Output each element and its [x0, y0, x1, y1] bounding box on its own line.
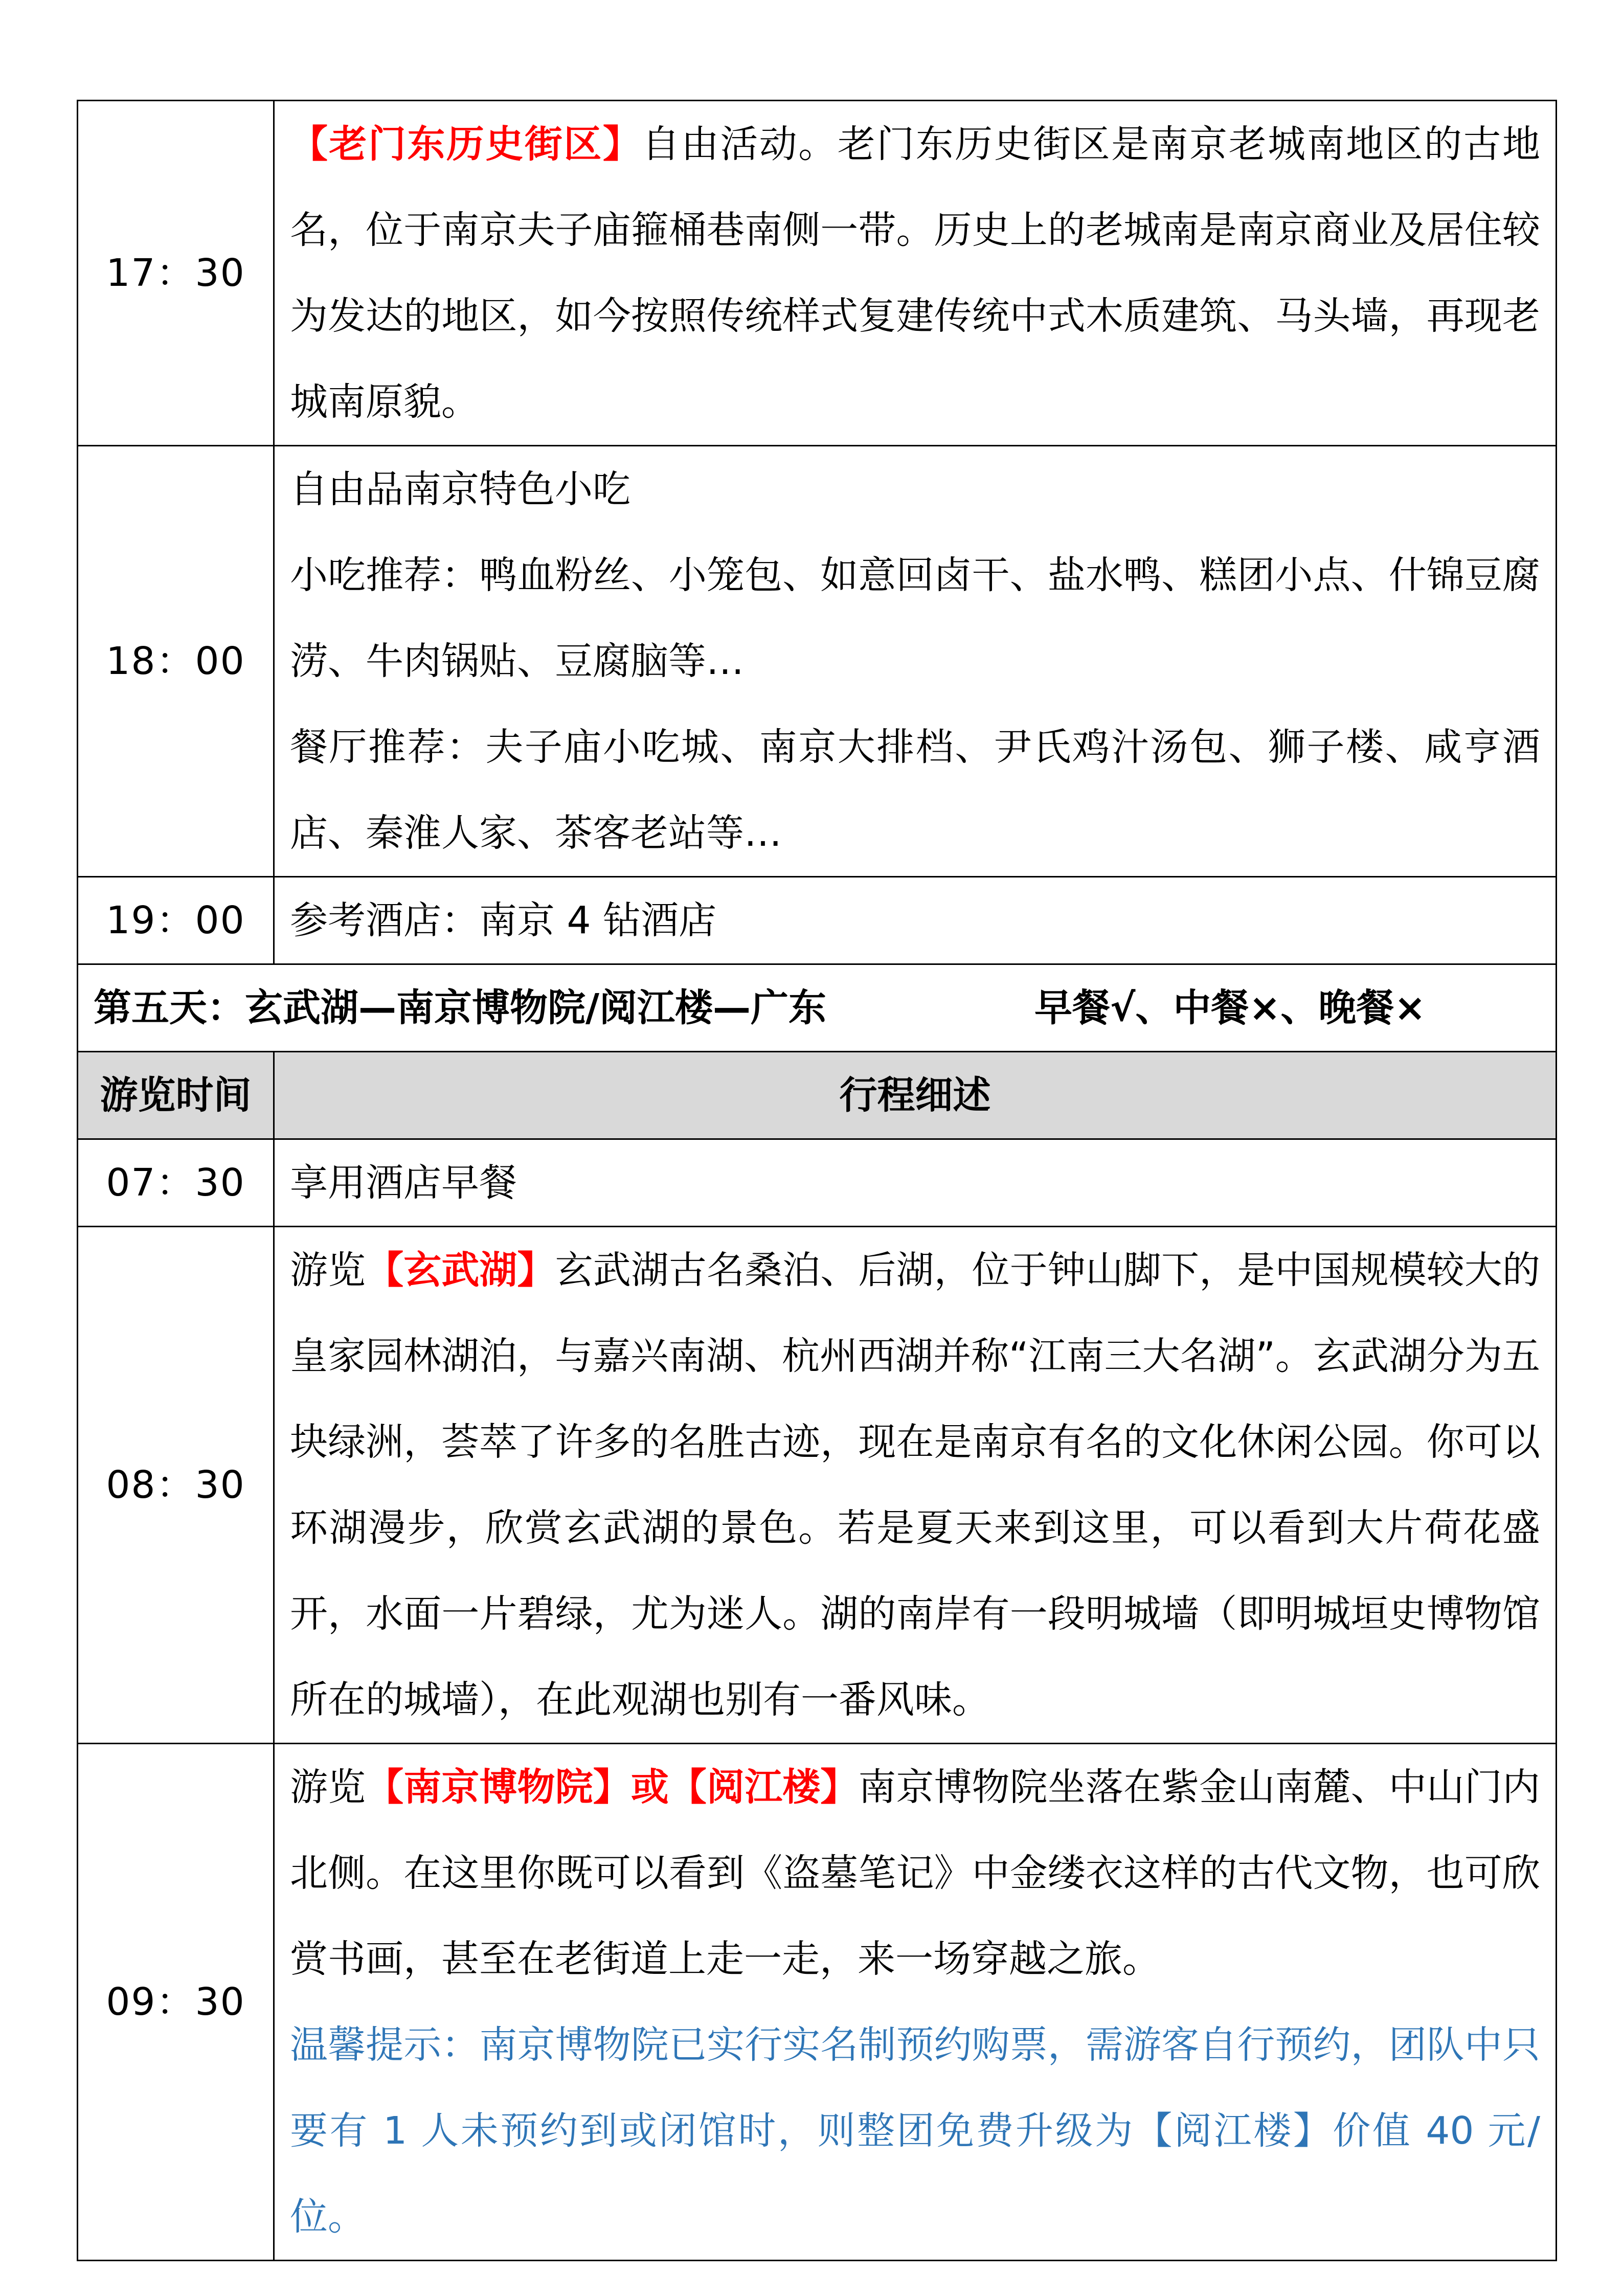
header-time: 游览时间: [78, 1052, 274, 1139]
description-prefix: 游览: [290, 1248, 366, 1292]
time-cell: 17：30: [78, 101, 274, 446]
description-cell: 享用酒店早餐: [274, 1139, 1557, 1227]
hotel-reference: 参考酒店：南京 4 钻酒店: [274, 877, 1557, 964]
header-details: 行程细述: [274, 1052, 1557, 1139]
time-cell: 07：30: [78, 1139, 274, 1227]
description-cell: [274, 1227, 1557, 1744]
snack-recommendations: 小吃推荐：鸭血粉丝、小笼包、如意回卤干、盐水鸭、糕团小点、什锦豆腐涝、牛肉锅贴、豆腐脑等…: [290, 553, 1540, 683]
description-cell: [274, 101, 1557, 446]
description-text: 自由活动。老门东历史街区是南京老城南地区的古地名，位于南京夫子庙箍桶巷南侧一带。历史上的老城南是南京商业及居住较为发达的地区，如今按照传统样式复建传统中式木质建筑、马头墙，再现老城南原貌。: [290, 122, 1541, 424]
day-title-row: [78, 964, 1557, 1052]
table-row: [78, 877, 1557, 964]
itinerary-table: [77, 100, 1557, 2261]
table-header-row: [78, 1052, 1557, 1139]
attraction-highlight: 【南京博物院】或【阅江楼】: [366, 1765, 859, 1809]
time-cell: 18：00: [78, 446, 274, 877]
restaurant-recommendations: 餐厅推荐：夫子庙小吃城、南京大排档、尹氏鸡汁汤包、狮子楼、咸亨酒店、秦淮人家、茶客老站等…: [290, 725, 1540, 855]
time-cell: 09：30: [78, 1744, 274, 2261]
time-cell: 08：30: [78, 1227, 274, 1744]
time-cell: 19：00: [78, 877, 274, 964]
table-row: [78, 101, 1557, 446]
description-text: 玄武湖古名桑泊、后湖，位于钟山脚下，是中国规模较大的皇家园林湖泊，与嘉兴南湖、杭州西湖并称“江南三大名湖”。玄武湖分为五块绿洲，荟萃了许多的名胜古迹，现在是南京有名的文化休闲公园。你可以环湖漫步，欣赏玄武湖的景色。若是夏天来到这里，可以看到大片荷花盛开，水面一片碧绿，尤为迷人。湖的南岸有一段明城墙（即明城垣史博物馆所在的城墙），在此观湖也别有一番风味。: [290, 1248, 1540, 1722]
attraction-highlight: 【老门东历史街区】: [290, 122, 642, 166]
day-title-cell: [78, 964, 1557, 1052]
table-row: [78, 446, 1557, 877]
description-cell: [274, 446, 1557, 877]
meal-info: 早餐√、中餐×、晚餐×: [1034, 986, 1426, 1030]
description-text: 南京博物院坐落在紫金山南麓、中山门内北侧。在这里你既可以看到《盗墓笔记》中金缕衣这样的古代文物，也可欣赏书画，甚至在老街道上走一走，来一场穿越之旅。: [290, 1765, 1540, 1981]
description-cell: [274, 1744, 1557, 2261]
warm-tip: 温馨提示：南京博物院已实行实名制预约购票，需游客自行预约，团队中只要有 1 人未预约到或闭馆时，则整团免费升级为【阅江楼】价值 40 元/位。: [290, 2023, 1540, 2239]
table-row: [78, 1227, 1557, 1744]
description-prefix: 游览: [290, 1765, 366, 1809]
food-intro: 自由品南京特色小吃: [290, 467, 630, 511]
day-title: 第五天：玄武湖—南京博物院/阅江楼—广东: [94, 986, 827, 1030]
table-row: [78, 1744, 1557, 2261]
attraction-highlight: 【玄武湖】: [366, 1248, 555, 1292]
table-row: [78, 1139, 1557, 1227]
